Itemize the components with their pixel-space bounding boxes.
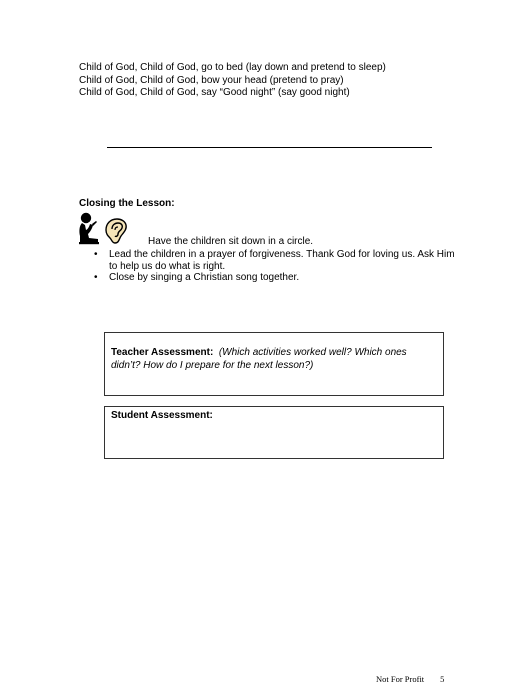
song-line-3: Child of God, Child of God, say “Good night” (say good night) (79, 87, 350, 98)
song-line-1: Child of God, Child of God, go to bed (lay down and pretend to sleep) (79, 62, 386, 73)
teacher-assessment-box[interactable] (104, 332, 444, 396)
teacher-assessment-prompt: (Which activities worked well? Which ones didn’t? How do I prepare for the next lesson?) (111, 347, 407, 371)
page-number: 5 (440, 674, 445, 684)
closing-bullet-list (94, 249, 464, 284)
list-item (94, 272, 464, 284)
closing-instruction: Have the children sit down in a circle. (148, 236, 314, 247)
praying-child-icon (78, 212, 100, 246)
bullet-icon: • (94, 272, 98, 283)
song-lyrics (79, 62, 386, 100)
teacher-assessment-label: Teacher Assessment: (111, 347, 214, 358)
ear-icon (104, 217, 130, 245)
bullet-text: Close by singing a Christian song together. (109, 272, 300, 283)
bullet-icon: • (94, 249, 98, 260)
footer-text: Not For Profit (376, 674, 425, 684)
closing-heading: Closing the Lesson: (79, 198, 175, 209)
student-assessment-label: Student Assessment: (111, 410, 213, 421)
list-item (94, 249, 464, 272)
student-assessment-box[interactable] (104, 406, 444, 459)
horizontal-divider (107, 147, 432, 148)
page-footer (376, 674, 444, 684)
bullet-text: Lead the children in a prayer of forgiveness. Thank God for loving us. Ask Him to help us do what is right. (109, 249, 455, 272)
song-line-2: Child of God, Child of God, bow your head (pretend to pray) (79, 74, 344, 86)
